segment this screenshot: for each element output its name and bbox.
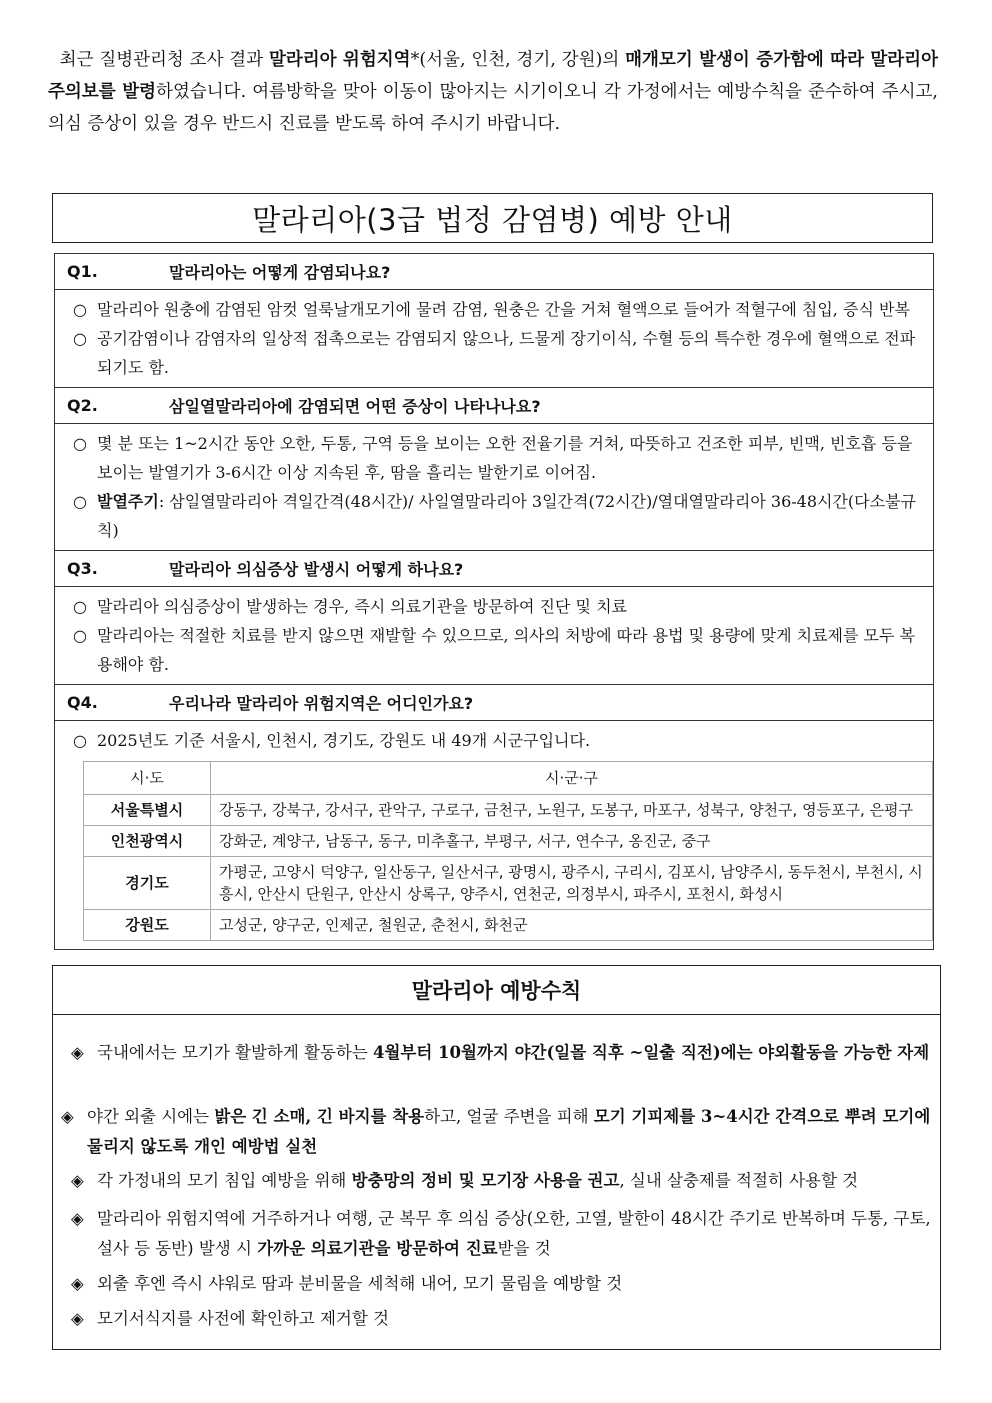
q3-answer-2: 말라리아는 적절한 치료를 받지 않으면 재발할 수 있으므로, 의사의 처방에 따라 용법 및 용량에 맞게 치료제를 모두 복용해야 함. bbox=[97, 626, 915, 674]
rules-title-text: 말라리아 예방수칙 bbox=[411, 979, 582, 1003]
rule-1-text bbox=[97, 1038, 931, 1068]
q2-answer-item bbox=[73, 487, 925, 545]
table-header-row bbox=[84, 762, 933, 795]
rule-2-part: 하고, 얼굴 주변을 피해 bbox=[424, 1107, 594, 1126]
rule-item bbox=[71, 1038, 931, 1068]
rule-item bbox=[71, 1166, 933, 1196]
q3-header bbox=[55, 551, 933, 587]
rule-item bbox=[71, 1304, 931, 1334]
q1-answer-1: 말라리아 원충에 감염된 암컷 얼룩날개모기에 물려 감염, 원충은 간을 거쳐 혈액으로 들어가 적혈구에 침입, 증식 반복 bbox=[97, 300, 910, 319]
province-cell: 강원도 bbox=[84, 910, 211, 941]
q4-answer bbox=[55, 721, 933, 941]
table-row bbox=[84, 910, 933, 941]
diamond-bullet-icon: ◈ bbox=[71, 1274, 84, 1293]
intro-text-2: *(서울, 인천, 경기, 강원)의 bbox=[410, 50, 626, 70]
intro-paragraph bbox=[48, 44, 938, 140]
districts-cell: 강화군, 계양구, 남동구, 동구, 미추홀구, 부평구, 서구, 연수구, 옹진군, 중구 bbox=[211, 826, 933, 857]
rule-3-part: 각 가정내의 모기 침입 예방을 위해 bbox=[97, 1171, 352, 1190]
province-cell: 인천광역시 bbox=[84, 826, 211, 857]
rule-item bbox=[61, 1102, 931, 1162]
intro-bold-2: 매개모기 발생이 증가함에 따라 말라리아 주의보를 발령 bbox=[48, 50, 938, 102]
intro-bold-1: 말라리아 위험지역 bbox=[268, 50, 411, 70]
q1-answer-2: 공기감염이나 감염자의 일상적 접촉으로는 감염되지 않으나, 드물게 장기이식, 수혈 등의 특수한 경우에 혈액으로 전파되기도 함. bbox=[97, 329, 916, 377]
rule-2-bold: 모기 기피제를 3~4시간 간격으로 뿌려 모기에 물리지 않도록 개인 예방법 실천 bbox=[87, 1107, 931, 1156]
circle-bullet-icon: ○ bbox=[73, 597, 87, 616]
table-row bbox=[84, 826, 933, 857]
q2-number: Q2. bbox=[67, 396, 98, 415]
q3-number: Q3. bbox=[67, 559, 98, 578]
rule-2-text bbox=[87, 1102, 931, 1162]
q4-number: Q4. bbox=[67, 693, 98, 712]
table-row bbox=[84, 857, 933, 910]
rule-item bbox=[71, 1204, 931, 1264]
intro-text-3: 하였습니다. 여름방학을 맞아 이동이 많아지는 시기이오니 각 가정에서는 예방수칙을 준수하여 주시고, 의심 증상이 있을 경우 반드시 진료를 받도록 하여 주시기 바랍니다. bbox=[48, 82, 938, 134]
q2-answer-1: 몇 분 또는 1~2시간 동안 오한, 두통, 구역 등을 보이는 오한 전율기를 거쳐, 따뜻하고 건조한 피부, 빈맥, 빈호흡 등을 보이는 발열기가 3-6시간 이상 지속된 후, 땀을 흘리는 발한기로 이어짐. bbox=[97, 434, 913, 482]
diamond-bullet-icon: ◈ bbox=[71, 1309, 84, 1328]
q4-answer-1: 2025년도 기준 서울시, 인천시, 경기도, 강원도 내 49개 시군구입니다. bbox=[97, 731, 591, 750]
circle-bullet-icon: ○ bbox=[73, 300, 87, 319]
rule-1-bold: 4월부터 10월까지 야간(일몰 직후 ~일출 직전)에는 야외활동을 가능한 자제 bbox=[373, 1043, 930, 1062]
q1-number: Q1. bbox=[67, 262, 98, 281]
districts-cell: 가평군, 고양시 덕양구, 일산동구, 일산서구, 광명시, 광주시, 구리시, 김포시, 남양주시, 동두천시, 부천시, 시흥시, 안산시 단원구, 안산시 상록구, 양주시, 연천군, 의정부시, 파주시, 포천시, 화성시 bbox=[211, 857, 933, 910]
table-row bbox=[84, 795, 933, 826]
page-title bbox=[52, 193, 933, 243]
rule-4-part: 받을 것 bbox=[497, 1239, 551, 1258]
districts-cell: 고성군, 양구군, 인제군, 철원군, 춘천시, 화천군 bbox=[211, 910, 933, 941]
faq-section bbox=[54, 253, 934, 950]
q2-answer-2-text: : 삼일열말라리아 격일간격(48시간)/ 사일열말라리아 3일간격(72시간)/열대열말라리아 36-48시간(다소불규칙) bbox=[97, 492, 916, 540]
intro-text-1: 최근 질병관리청 조사 결과 bbox=[59, 50, 269, 70]
q3-answer-1: 말라리아 의심증상이 발생하는 경우, 즉시 의료기관을 방문하여 진단 및 치료 bbox=[97, 597, 627, 616]
province-cell: 서울특별시 bbox=[84, 795, 211, 826]
q1-answer bbox=[55, 290, 933, 388]
diamond-bullet-icon: ◈ bbox=[71, 1171, 84, 1190]
rule-2-bold: 밝은 긴 소매, 긴 바지를 착용 bbox=[214, 1107, 425, 1126]
rule-4-text bbox=[97, 1204, 931, 1264]
q2-question: 삼일열말라리아에 감염되면 어떤 증상이 나타나나요? bbox=[169, 397, 541, 416]
rule-6-text: 모기서식지를 사전에 확인하고 제거할 것 bbox=[97, 1309, 389, 1328]
q3-question: 말라리아 의심증상 발생시 어떻게 하나요? bbox=[169, 560, 464, 579]
column-header-districts: 시·군·구 bbox=[211, 762, 933, 795]
circle-bullet-icon: ○ bbox=[73, 492, 87, 511]
risk-region-table bbox=[83, 761, 933, 941]
q1-answer-item bbox=[73, 295, 925, 324]
circle-bullet-icon: ○ bbox=[73, 731, 87, 750]
q3-answer bbox=[55, 587, 933, 685]
q3-answer-item bbox=[73, 621, 925, 679]
circle-bullet-icon: ○ bbox=[73, 329, 87, 348]
rules-title bbox=[53, 966, 940, 1015]
q2-answer-2 bbox=[97, 487, 925, 545]
page-title-text: 말라리아(3급 법정 감염병) 예방 안내 bbox=[252, 202, 733, 237]
diamond-bullet-icon: ◈ bbox=[71, 1043, 84, 1062]
q4-header bbox=[55, 685, 933, 721]
districts-cell: 강동구, 강북구, 강서구, 관악구, 구로구, 금천구, 노원구, 도봉구, 마포구, 성북구, 양천구, 영등포구, 은평구 bbox=[211, 795, 933, 826]
q4-question: 우리나라 말라리아 위험지역은 어디인가요? bbox=[169, 694, 474, 713]
q2-answer-2-bold: 발열주기 bbox=[97, 492, 159, 511]
rule-4-part: 말라리아 위험지역에 거주하거나 여행, 군 복무 후 의심 증상(오한, 고열, 발한이 48시간 주기로 반복하며 두통, 구토, 설사 등 동반) 발생 시 bbox=[97, 1209, 931, 1258]
q3-answer-item bbox=[73, 592, 925, 621]
rule-3-part: , 실내 살충제를 적절히 사용할 것 bbox=[619, 1171, 859, 1190]
q1-question: 말라리아는 어떻게 감염되나요? bbox=[169, 263, 391, 282]
q2-answer bbox=[55, 424, 933, 551]
column-header-province: 시·도 bbox=[84, 762, 211, 795]
prevention-rules-box bbox=[52, 965, 941, 1350]
rule-3-text bbox=[97, 1166, 933, 1196]
circle-bullet-icon: ○ bbox=[73, 434, 87, 453]
rule-4-bold: 가까운 의료기관을 방문하여 진료 bbox=[257, 1239, 498, 1258]
diamond-bullet-icon: ◈ bbox=[71, 1209, 84, 1228]
rule-2-part: 야간 외출 시에는 bbox=[87, 1107, 215, 1126]
province-cell: 경기도 bbox=[84, 857, 211, 910]
q1-answer-item bbox=[73, 324, 925, 382]
circle-bullet-icon: ○ bbox=[73, 626, 87, 645]
rule-item bbox=[71, 1269, 931, 1299]
rule-5-text: 외출 후엔 즉시 샤워로 땀과 분비물을 세척해 내어, 모기 물림을 예방할 것 bbox=[97, 1274, 623, 1293]
q4-answer-item bbox=[73, 726, 925, 755]
q2-header bbox=[55, 388, 933, 424]
rule-1-part: 국내에서는 모기가 활발하게 활동하는 bbox=[97, 1043, 374, 1062]
q2-answer-item bbox=[73, 429, 925, 487]
q1-header bbox=[55, 254, 933, 290]
diamond-bullet-icon: ◈ bbox=[61, 1107, 74, 1126]
rule-3-bold: 방충망의 정비 및 모기장 사용을 권고 bbox=[351, 1171, 620, 1190]
